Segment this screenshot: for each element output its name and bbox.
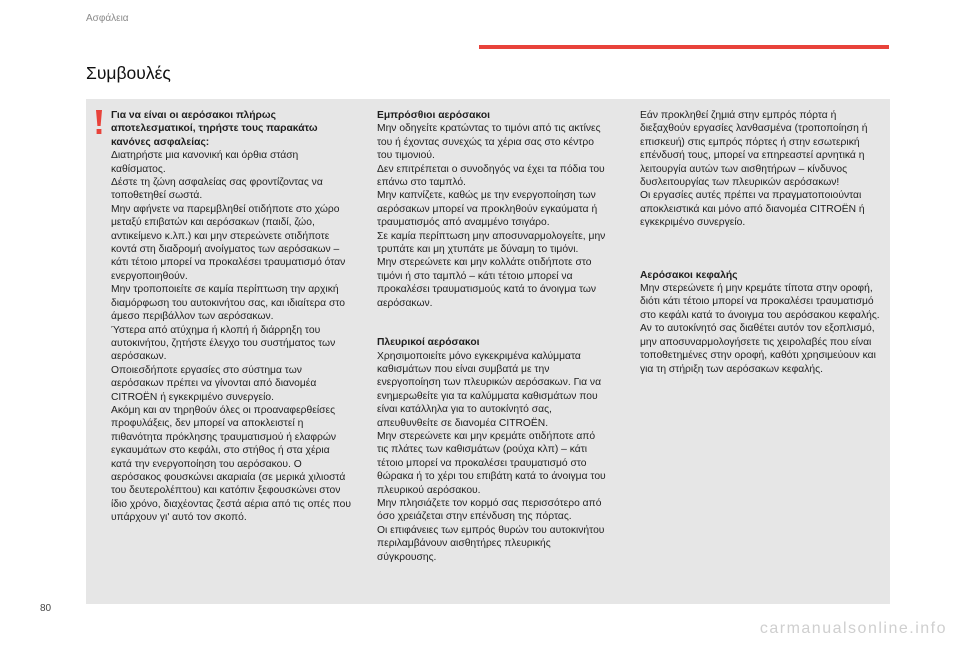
page-title: Συμβουλές [86,63,171,83]
curtain-airbags-heading: Αερόσακοι κεφαλής [640,269,738,281]
exclamation-mark-icon [94,109,104,135]
side-airbags-heading: Πλευρικοί αερόσακοι [377,337,480,349]
door-sensors-body: Εάν προκληθεί ζημιά στην εμπρός πόρτα ή διεξαχθούν εργασίες λανθασμένα (τροποποίηση ή επισκευή) στις εμπρός πόρτες ή στην εσωτερική επένδυσή τους, μπορεί να επηρεαστεί αρνητικά η λειτουργία αυτών των αισθητήρων – κίνδυνος δυσλειτουργίας των πλευρικών αερόσακων! Οι εργασίες αυτές πρέπει να πραγματοποιούνται αποκλειστικά και μόνο από διανομέα CITROËN ή εγκεκριμένο συνεργείο. [640,110,868,229]
side-airbags-body: Χρησιμοποιείτε μόνο εγκεκριμένα καλύμματα καθισμάτων που είναι συμβατά με την ενεργοποίηση των πλευρικών αερόσακων. Για να ενημερωθείτε για τα καλύμματα καθισμάτων που είναι κατάλληλα για το αυτοκίνητό σας, απευθυνθείτε σε διανομέα CITROËN. Μην στερεώνετε και μην κρεμάτε οτιδήποτε από τις πλάτες των καθισμάτων (ρούχα κλπ) – κάτι τέτοιο μπορεί να προκαλέσει τραυματισμό στο θώρακα ή το χέρι του επιβάτη κατά το άνοιγμα του πλευρικού αερόσακου. Μην πλησιάζετε τον κορμό σας περισσότερο από όσο χρειάζεται στην επένδυση της πόρτας. Οι επιφάνειες των εμπρός θυρών του αυτοκινήτου περιλαμβάνουν αισθητήρες πλευρικής σύγκρουσης. [377,350,606,563]
watermark: carmanualsonline.info [759,620,947,637]
page-number: 80 [40,603,52,614]
front-airbags-body: Μην οδηγείτε κρατώντας το τιμόνι από τις ακτίνες του ή έχοντας συνεχώς τα χέρια σας στο κέντρο του τιμονιού. Δεν επιτρέπεται ο συνοδηγός να έχει τα πόδια του επάνω στο ταμπλό. Μην καπνίζετε, καθώς με την ενεργοποίηση των αερόσακων μπορεί να προκληθούν εγκαύματα ή τραυματισμός από αναμμένο τσιγάρο. Σε καμία περίπτωση μην αποσυναρμολογείτε, μην τρυπάτε και μη χτυπάτε με δύναμη το τιμόνι. Μην στερεώνετε και μην κολλάτε οτιδήποτε στο τιμόνι ή στο ταμπλό – κάτι τέτοιο μπορεί να προκαλέσει τραυματισμούς κατά το άνοιγμα των αερόσακων. [377,123,606,309]
column-doors-curtain-airbags [640,109,884,376]
column-front-side-airbags [377,109,609,564]
advice-panel [86,99,890,604]
curtain-airbags-body: Μην στερεώνετε ή μην κρεμάτε τίποτα στην οροφή, διότι κάτι τέτοιο μπορεί να προκαλέσει τραυματισμό στο κεφάλι κατά το άνοιγμα του αερόσακου κεφαλής. Αν το αυτοκίνητό σας διαθέτει αυτόν τον εξοπλισμό, μην αποσυναρμολογήσετε τις χειρολαβές που είναι τοποθετημένες στην οροφή, καθότι χρησιμεύουν και για τη στήριξη των αερόσακων κεφαλής. [640,283,880,375]
header-accent-bar [479,45,889,49]
header-section-label: Ασφάλεια [86,13,129,24]
front-airbags-heading: Εμπρόσθιοι αερόσακοι [377,110,490,121]
column-general-rules [111,109,351,525]
general-rules-body: Διατηρήστε μια κανονική και όρθια στάση καθίσματος. Δέστε τη ζώνη ασφαλείας σας φροντίζοντας να τοποθετηθεί σωστά. Μην αφήνετε να παρεμβληθεί οτιδήποτε στο χώρο μεταξύ επιβατών και αερόσακων (παιδί, ζώο, αντικείμενο κ.λπ.) και μην στερεώνετε οτιδήποτε κοντά στη διαδρομή ανοίγματος των αερόσακων – κάτι τέτοιο μπορεί να προκαλέσει τραυματισμό όταν ενεργοποιηθούν. Μην τροποποιείτε σε καμία περίπτωση την αρχική διαμόρφωση του αυτοκινήτου σας, και ιδιαίτερα στο άμεσο περιβάλλον των αερόσακων. Ύστερα από ατύχημα ή κλοπή ή διάρρηξη του αυτοκινήτου, ζητήστε έλεγχο του συστήματος των αερόσακων. Οποιεσδήποτε εργασίες στο σύστημα των αερόσακων πρέπει να γίνονται από διανομέα CITROËN ή εγκεκριμένο συνεργείο. Ακόμη και αν τηρηθούν όλες οι προαναφερθείσες προφυλάξεις, δεν μπορεί να αποκλειστεί η πιθανότητα πρόκλησης τραυματισμού ή ελαφρών εγκαυμάτων στο κεφάλι, στο στήθος ή στα χέρια κατά την ενεργοποίηση του αερόσακου. Ο αερόσακος φουσκώνει ακαριαία (σε μερικά χιλιοστά του δευτερολέπτου) και κατόπιν ξεφουσκώνει στον ίδιο χρόνο, διαχέοντας ζεστά αέρια από τις οπές που υπάρχουν γι' αυτό τον σκοπό. [111,150,351,524]
general-rules-heading: Για να είναι οι αερόσακοι πλήρως αποτελεσματικοί, τηρήστε τους παρακάτω κανόνες ασφαλείας: [111,110,318,148]
